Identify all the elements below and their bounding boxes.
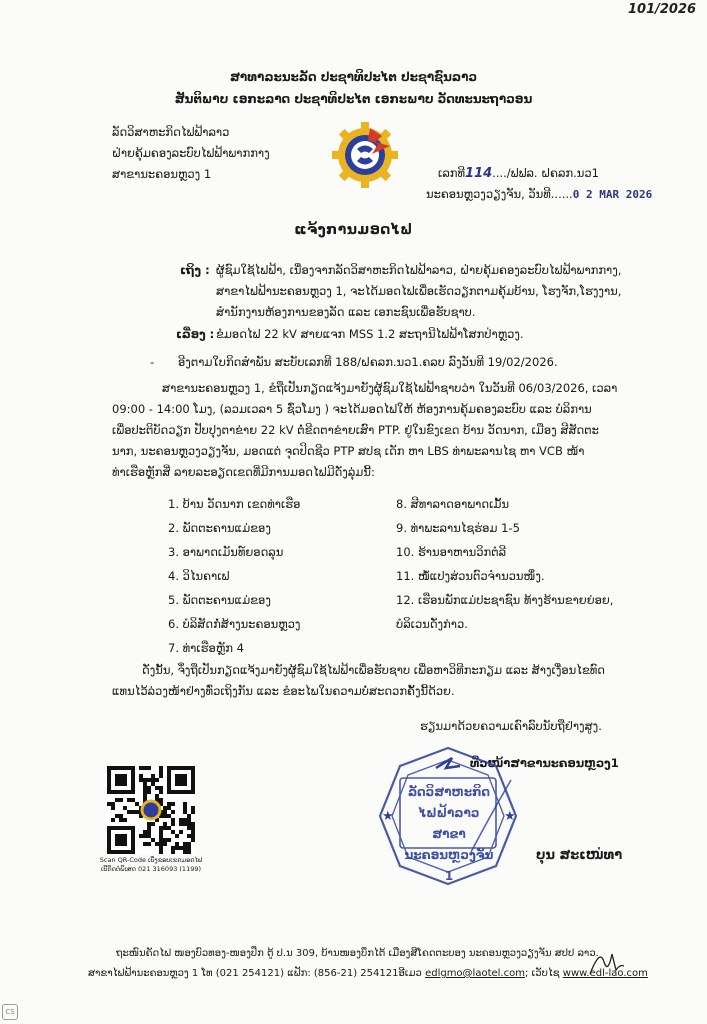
list-item: 2. ພັດຕະຄານແມ່ຂອງ bbox=[168, 521, 271, 535]
list-item: 4. ວິໄນຄາເຟ bbox=[168, 569, 230, 583]
scanner-watermark-icon: CS bbox=[2, 1004, 18, 1020]
edl-logo bbox=[330, 120, 400, 190]
edl-logo-icon bbox=[330, 120, 400, 190]
document-number bbox=[438, 166, 599, 181]
document-date-value: 0 2 MAR 2026 bbox=[572, 188, 653, 201]
initials-signature bbox=[586, 944, 626, 980]
qr-caption-line1: Scan QR-Code ເບິ່ງຂອບເຂດມອດໄຟ bbox=[99, 856, 203, 864]
body-line: ນາກ, ນະຄອນຫຼວງວຽງຈັນ, ມອດແຕ່ ຈຸດປິດຊີວ PTP ສປຊ ເດັກ ຫາ LBS ທ່າພະລານໄຊ ຫາ VCB ໜ້າ bbox=[112, 444, 585, 458]
body-line: ທ່າເຮືອຫຼັກສີ່ ລາຍລະອຽດເຂດທີ່ມີການມອດໄຟມີດັ່ງລຸ່ມນີ້: bbox=[112, 465, 375, 479]
stamp-center-text bbox=[400, 782, 498, 887]
to-line: ສຳນັກງານຫ້ອງການຂອງລັດ ແລະ ເອກະຊົນເພື່ອຮັບຊາບ. bbox=[216, 305, 476, 319]
body-line: ສາຂານະຄອນຫຼວງ 1, ຂໍຖືເປັນກຽດແຈ້ງມາຍັງຜູ້ຊົມໃຊ້ໄຟຟ້າຊາບວ່າ ໃນວັນທີ 06/03/2026, ເວລາ bbox=[162, 381, 618, 395]
list-item: 11. ໜໍ້ແປງສ່ວນຕົວຈຳນວນໜຶ່ງ. bbox=[396, 569, 545, 583]
subject-label: ເລື່ອງ : bbox=[176, 327, 215, 341]
regards-text: ຮຽນມາດ້ວຍຄວາມເຄົາລົບນັບຖືຢ່າງສູງ. bbox=[420, 719, 602, 733]
org-name: ລັດວິສາຫະກິດໄຟຟ້າລາວ bbox=[112, 125, 230, 139]
corner-handwritten-note: 101/2026 bbox=[628, 2, 697, 17]
list-item: 8. ສີທາລາດອາພາດເມັ້ນ bbox=[396, 497, 510, 511]
body-line: ເພື່ອປະຕິບັດວຽກ ປັບປຸງຕາຂ່າຍ 22 kV ຕໍ່ຂີດຕາຂ່າຍເສົາ PTP. ຢູ່ໃນຂົງເຂດ ບ້ານ ວັດນາກ, ເມືອງ ສີສັດຕະ bbox=[112, 423, 599, 437]
closing-line: ແທນໄວ້ລ່ວງໜ້າຢ່າງທົ່ວເຖິງກັນ ແລະ ຂໍອະໄພໃນຄວາມບໍ່ສະດວກຄັ້ງນີ້ດ້ວຍ. bbox=[112, 684, 455, 698]
list-item: 3. ອາພາດເມັນທ໌ຍອດລຸນ bbox=[168, 545, 284, 559]
list-item: 12. ເຮືອນພັກແມ່ປະຊາຊົນ ທ້າງຮ້ານຂາຍຍ່ອຍ, bbox=[396, 593, 614, 607]
footer-contact bbox=[88, 966, 648, 981]
list-item: ບໍລິເວນດັ່ງກ່າວ. bbox=[396, 617, 468, 631]
footer-email[interactable]: edlgmo@laotel.com bbox=[425, 968, 525, 979]
list-item: 5. ພັດຕະຄານແມ່ຂອງ bbox=[168, 593, 271, 607]
document-number-value: 114 bbox=[465, 166, 493, 181]
footer-address: ຖະໜົນຄັດໄຟ ໜອງບົວທອງ-ໜອງປຶກ ຕູ້ ປ.ນ 309, ບ້ານໜອງບຶກໄຕ້ ເມືອງສີໂຄດຕະບອງ ນະຄອນຫຼວງວຽງຈັນ ສປປ ລາວ. bbox=[116, 948, 599, 959]
footer-phone-fax: ສາຂາໄຟຟ້ານະຄອນຫຼວງ 1 ໂທ (021 254121) ແຟັກ: (856-21) 254121ອີເມວ bbox=[88, 968, 426, 979]
organization-block bbox=[112, 122, 270, 185]
initials-signature-icon bbox=[586, 944, 626, 980]
list-item: 10. ຮ້ານອາຫານວິກຕໍລີ bbox=[396, 545, 507, 559]
qr-code[interactable] bbox=[107, 766, 195, 854]
list-item: 9. ທ່າພະລານໄຊຮ່ອມ 1-5 bbox=[396, 521, 520, 535]
to-line: ຜູ້ຊົມໃຊ້ໄຟຟ້າ, ເນື່ອງຈາກລັດວິສາຫະກິດໄຟຟ້າລາວ, ຝ່າຍຄຸ້ມຄອງລະບົບໄຟຟ້າພາກກາງ, bbox=[216, 263, 622, 277]
document-date-prefix: ນະຄອນຫຼວງວຽງຈັນ, ວັນທີ...... bbox=[426, 187, 573, 201]
national-header-line1: ສາທາລະນະລັດ ປະຊາທິປະໄຕ ປະຊາຊົນລາວ bbox=[229, 70, 478, 84]
body-line: 09:00 - 14:00 ໂມງ, (ລວມເວລາ 5 ຊົ່ວໂມງ ) ຈະໄດ້ມອດໄຟໃຫ້ ຫ້ອງການຄຸ້ມຄອງລະບົບ ແລະ ບໍລິການ bbox=[112, 402, 592, 416]
stamp-line: ນະຄອນຫຼວງຈັນ 1 bbox=[404, 848, 494, 883]
org-department: ຝ່າຍຄຸ້ມຄອງລະບົບໄຟຟ້າພາກກາງ bbox=[112, 146, 270, 160]
area-list-right bbox=[396, 492, 613, 636]
reference-bullet: - bbox=[150, 355, 155, 369]
to-label: ເຖິງ : bbox=[180, 263, 210, 277]
org-branch: ສາຂານະຄອນຫຼວງ 1 bbox=[112, 167, 212, 181]
area-list-left bbox=[168, 492, 300, 660]
national-header-line2: ສັນຕິພາບ ເອກະລາດ ປະຊາທິປະໄຕ ເອກະພາບ ວັດທະນະຖາວອນ bbox=[174, 92, 533, 106]
subject-text: ຂໍມອດໄຟ 22 kV ສາຍແຈກ MSS 1.2 ສະຖານີໄຟຟ້າໂສກປ່າຫຼວງ. bbox=[216, 327, 524, 341]
body-paragraph bbox=[112, 378, 632, 483]
signatory-name: ບຸນ ສະເໜ່ທາ bbox=[536, 848, 623, 863]
to-line: ສາຂາໄຟຟ້ານະຄອນຫຼວງ 1, ຈະໄດ້ມອດໄຟເພື່ອເຮັດວຽກຕາມຄຸ້ມບ້ານ, ໂຮງຈັກ,ໂຮງງານ, bbox=[216, 284, 622, 298]
closing-line: ດັ່ງນັ້ນ, ຈຶ່ງຖືເປັນກຽດແຈ້ງມາຍັງຜູ້ຊົມໃຊ້ໄຟຟ້າເພື່ອຮັບຊາບ ເພື່ອຫາວິທີກະກຽມ ແລະ ສ້າງເງື່ອນໄຂທົດ bbox=[142, 663, 605, 677]
footer-website[interactable]: www.edl-lao.com bbox=[562, 968, 648, 979]
signature-title: ທີ່ວໜ້າສາຂານະຄອນຫຼວງ1 bbox=[470, 756, 619, 770]
svg-text:★: ★ bbox=[504, 809, 516, 824]
document-title: ແຈ້ງການມອດໄຟ bbox=[294, 222, 413, 238]
footer-separator: ; ເວັບໄຊ bbox=[524, 968, 563, 979]
list-item: 6. ບໍລິສັດກໍ່ສ້າງນະຄອນຫຼວງ bbox=[168, 617, 301, 631]
stamp-line: ໄຟຟ້າລາວ ສາຂາ bbox=[418, 806, 480, 841]
document-date bbox=[426, 187, 652, 201]
qr-caption-line2: ເບີຕິດຕໍ່ພິເສດ 021 316093 (1199) bbox=[100, 865, 202, 873]
closing-paragraph bbox=[112, 660, 632, 702]
qr-code-icon bbox=[107, 766, 195, 854]
list-item: 1. ບ້ານ ວັດນາກ ເຂດທ່າເຮືອ bbox=[168, 497, 301, 511]
reference-text: ອີງຕາມໃບກິດສຳພັນ ສະບັບເລກທີ 188/ຝຄລກ.ນວ1.ຄລບ ລົງວັນທີ 19/02/2026. bbox=[178, 355, 558, 369]
svg-text:★: ★ bbox=[382, 809, 394, 824]
stamp-line: ລັດວິສາຫະກິດ bbox=[407, 785, 491, 799]
list-item: 7. ທ່າເຮືອຫຼັກ 4 bbox=[168, 641, 244, 655]
document-number-prefix: ເລກທີ bbox=[438, 166, 466, 180]
document-number-suffix: ..../ຟຟລ. ຝຄລກ.ນວ1 bbox=[492, 166, 599, 180]
qr-caption bbox=[95, 856, 207, 874]
to-recipients bbox=[216, 260, 621, 323]
